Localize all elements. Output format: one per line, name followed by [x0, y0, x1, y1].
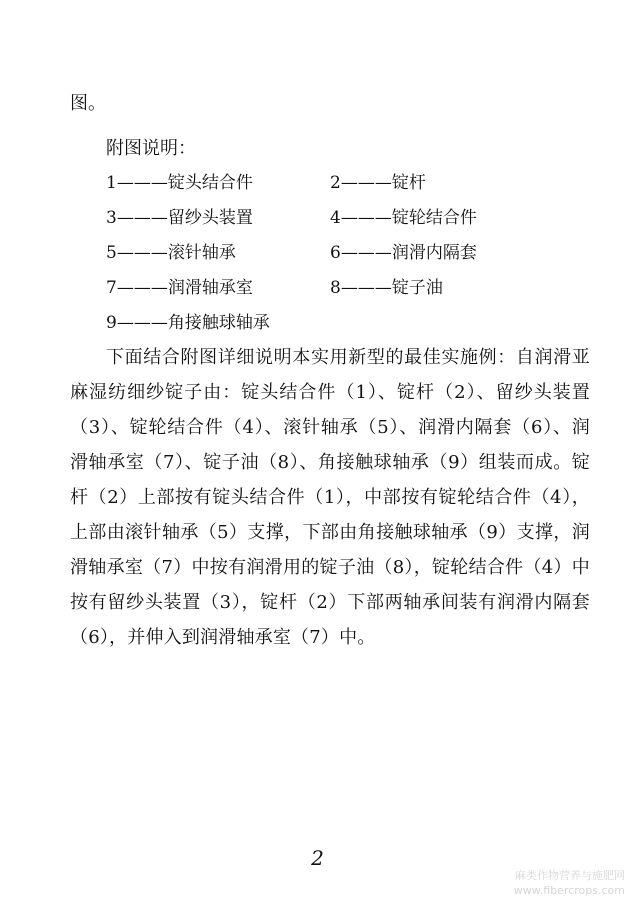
previous-sentence-ending: 图。	[70, 93, 106, 114]
figure-legend-list	[106, 165, 526, 340]
legend-row	[106, 305, 526, 340]
watermark-site-name: 麻类作物营养与施肥网	[515, 869, 625, 882]
legend-item-6: 6———润滑内隔套	[330, 242, 477, 263]
page-number: 2	[311, 846, 324, 870]
legend-item-1: 1———锭头结合件	[106, 172, 253, 193]
figure-legend-title: 附图说明：	[106, 138, 196, 159]
legend-item-9: 9———角接触球轴承	[106, 312, 270, 333]
website-watermark	[485, 868, 625, 902]
legend-item-5: 5———滚针轴承	[106, 242, 236, 263]
watermark-url: www.fibercrops.com	[513, 884, 625, 897]
legend-row	[106, 270, 526, 305]
legend-row	[106, 165, 526, 200]
legend-item-2: 2———锭杆	[330, 172, 426, 193]
legend-item-3: 3———留纱头装置	[106, 207, 253, 228]
legend-row	[106, 200, 526, 235]
legend-row	[106, 235, 526, 270]
legend-item-4: 4———锭轮结合件	[330, 207, 477, 228]
embodiment-description-paragraph: 下面结合附图详细说明本实用新型的最佳实施例：自润滑亚麻湿纺细纱锭子由：锭头结合件（1）、锭杆（2）、留纱头装置（3）、锭轮结合件（4）、滚针轴承（5）、润滑内隔套（6）、润滑轴承室（7）、锭子油（8）、角接触球轴承（9）组装而成。锭杆（2）上部按有锭头结合件（1），中部按有锭轮结合件（4），上部由滚针轴承（5）支撑，下部由角接触球轴承（9）支撑，润滑轴承室（7）中按有润滑用的锭子油（8），锭轮结合件（4）中按有留纱头装置（3），锭杆（2）下部两轴承间装有润滑内隔套（6），并伸入到润滑轴承室（7）中。	[70, 347, 590, 648]
legend-item-7: 7———润滑轴承室	[106, 277, 253, 298]
legend-item-8: 8———锭子油	[330, 277, 443, 298]
